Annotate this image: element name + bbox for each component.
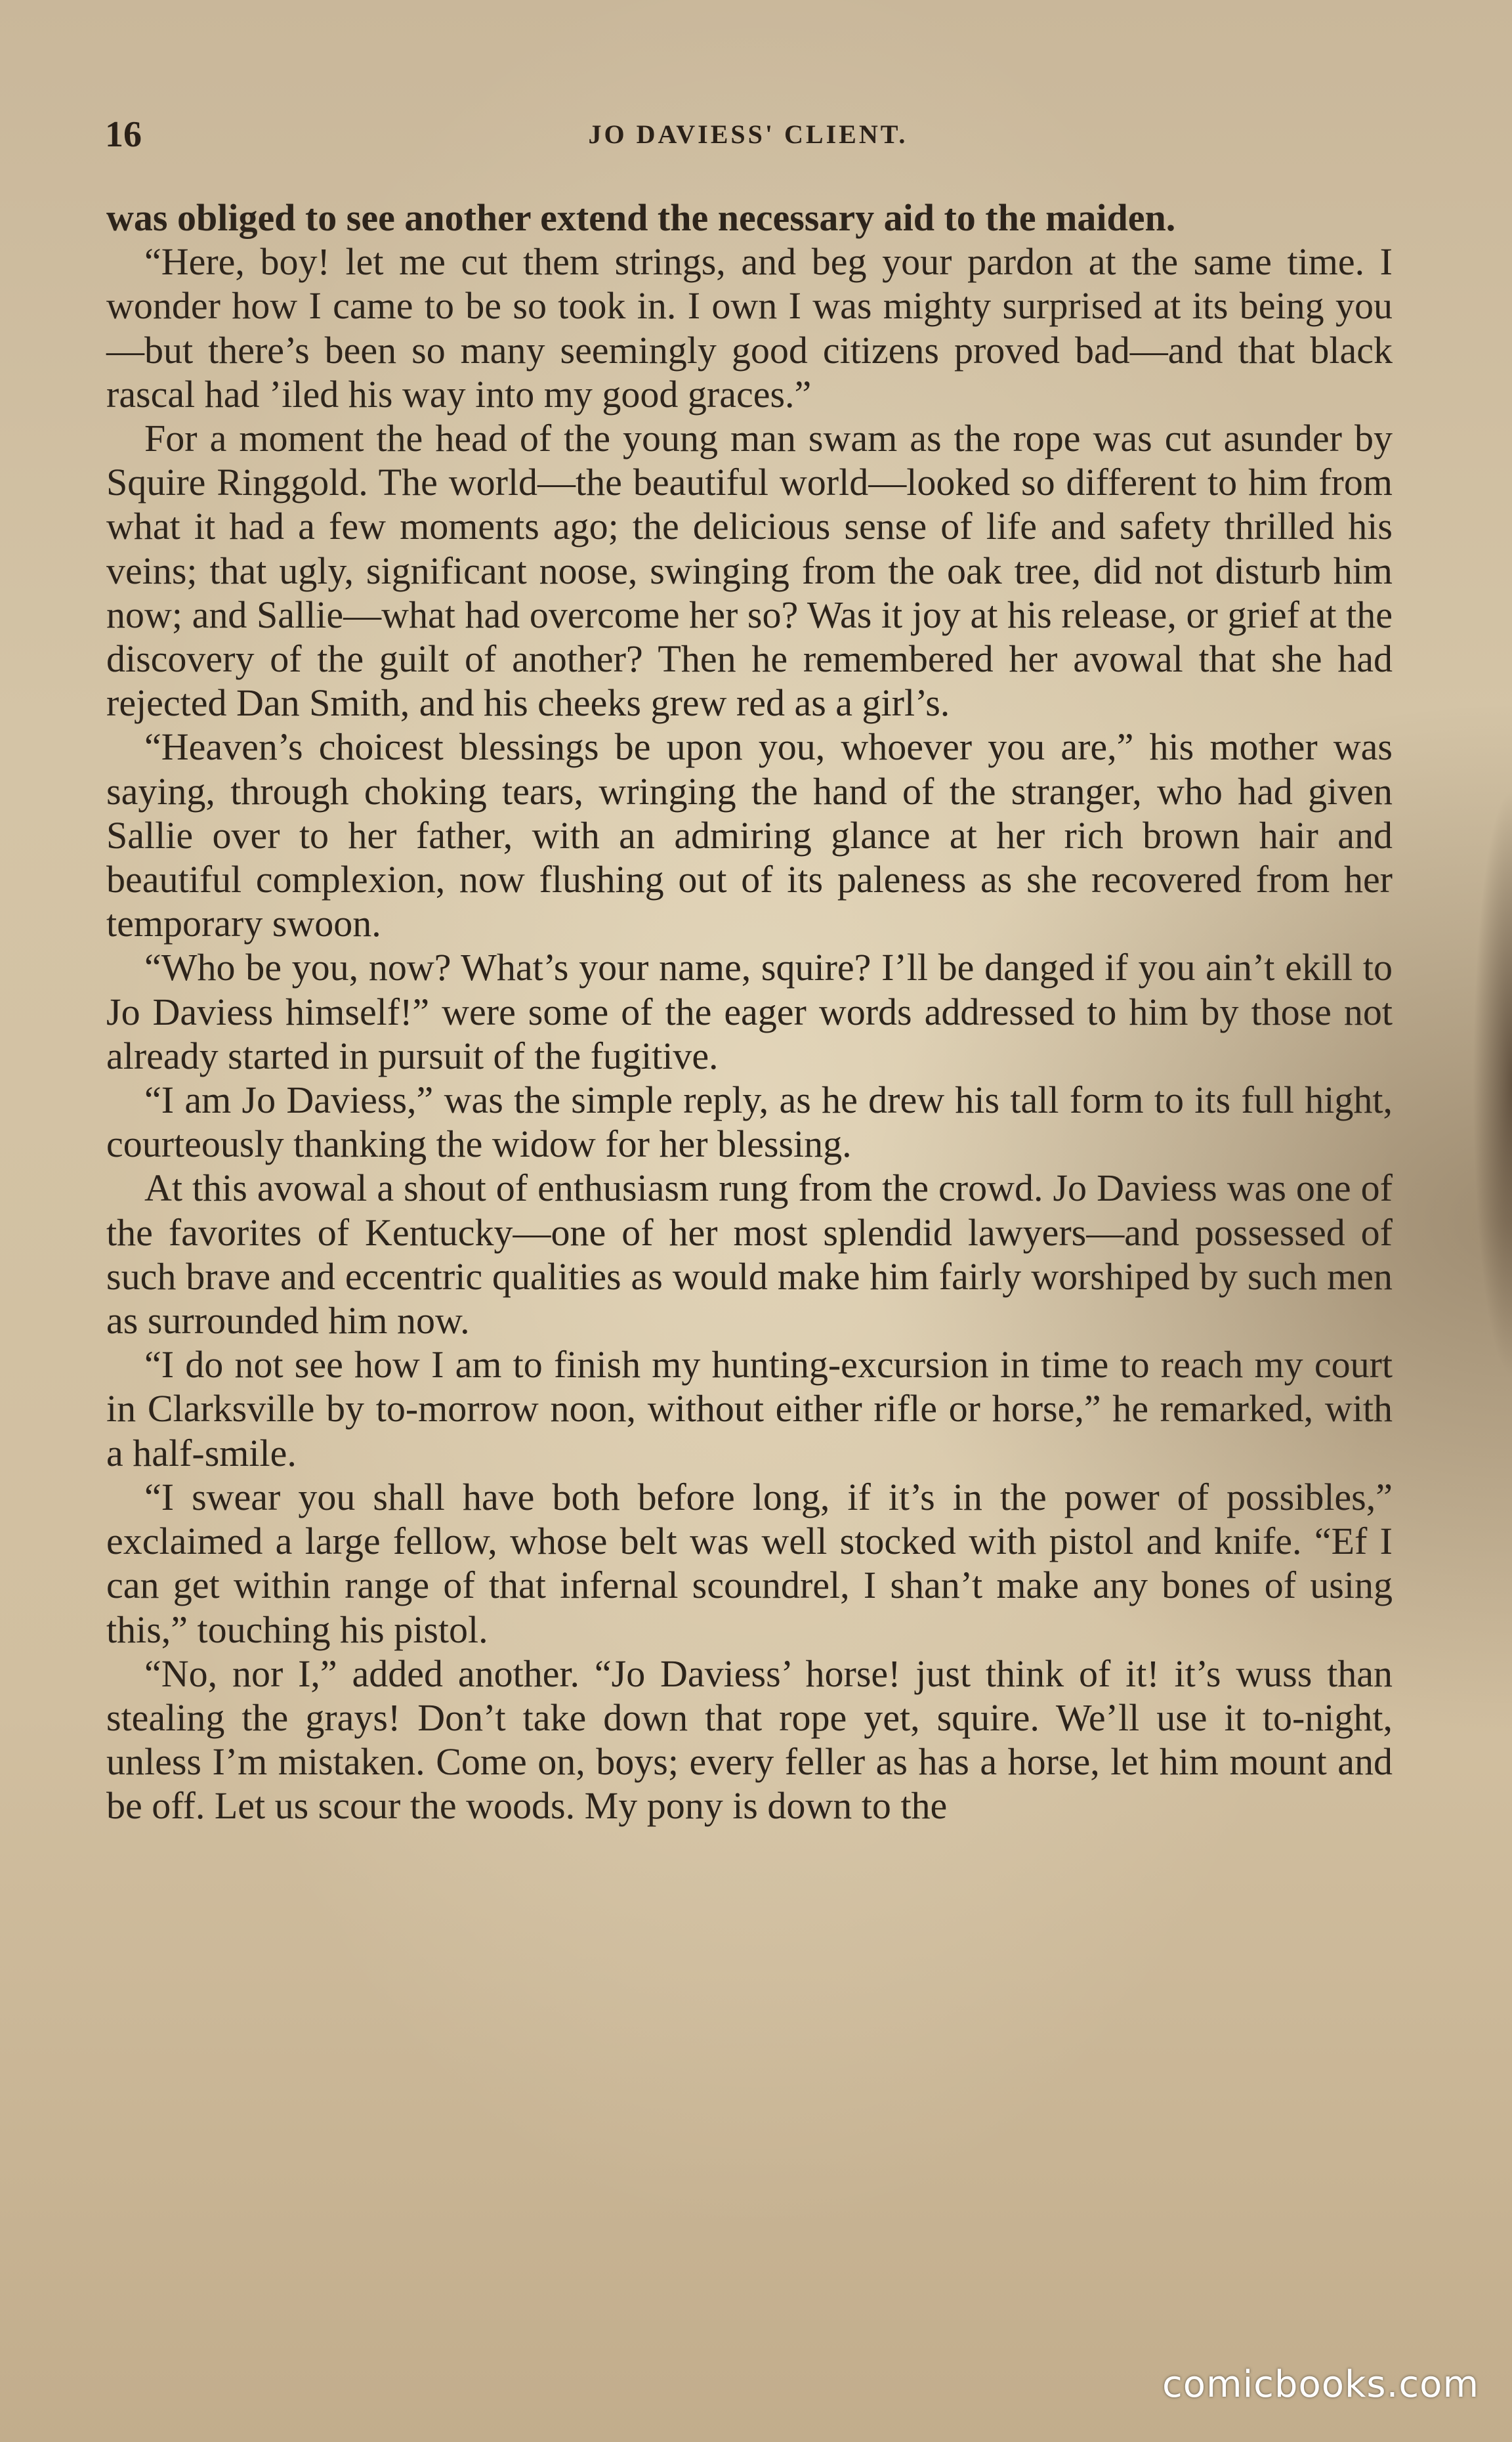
paragraph: For a moment the head of the young man swam as the rope was cut asunder by Squire Ringgold. The world—the beautiful world—looked so different to him from what it had a few moments ago; the delicious sense of life and safety thrilled his veins; that ugly, significant noose, swinging from the oak tree, did not disturb him now; and Sallie—what had overcome her so? Was it joy at his release, or grief at the discovery of the guilt of another? Then he remembered her avowal that she had rejected Dan Smith, and his cheeks grew red as a girl’s.	[106, 417, 1393, 725]
page-edge-shadow	[1473, 788, 1512, 1379]
paragraph: “Here, boy! let me cut them strings, and beg your pardon at the same time. I wonder how I came to be so took in. I own I was mighty surprised at its being you—but there’s been so many seemingly good citizens proved bad—and that black rascal had ’iled his way into my good graces.”	[106, 240, 1393, 416]
paragraph: “Heaven’s choicest blessings be upon you, whoever you are,” his mother was saying, through choking tears, wringing the hand of the stranger, who had given Sallie over to her father, with an admiring glance at her rich brown hair and beautiful complexion, now flushing out of its paleness as she recovered from her temporary swoon.	[106, 725, 1393, 945]
body-text	[106, 196, 1393, 1828]
paragraph: was obliged to see another extend the necessary aid to the maiden.	[106, 196, 1176, 239]
site-watermark: comicbooks.com	[1162, 2363, 1479, 2406]
paragraph: “I do not see how I am to finish my hunting-excursion in time to reach my court in Clarksville by to-morrow noon, without either rifle or horse,” he remarked, with a half-smile.	[106, 1343, 1393, 1474]
paragraph: “I swear you shall have both before long, if it’s in the power of possibles,” exclaimed a large fellow, whose belt was well stocked with pistol and knife. “Ef I can get within range of that infernal scoundrel, I shan’t make any bones of using this,” touching his pistol.	[106, 1475, 1393, 1651]
paragraph: “No, nor I,” added another. “Jo Daviess’ horse! just think of it! it’s wuss than stealing the grays! Don’t take down that rope yet, squire. We’ll use it to-night, unless I’m mistaken. Come on, boys; every feller as has a horse, let him mount and be off. Let us scour the woods. My pony is down to the	[106, 1652, 1393, 1828]
running-head: JO DAVIESS' CLIENT.	[588, 119, 908, 149]
paragraph: “I am Jo Daviess,” was the simple reply, as he drew his tall form to its full hight, courteously thanking the widow for her blessing.	[106, 1079, 1393, 1166]
page-number: 16	[105, 114, 142, 155]
paragraph: At this avowal a shout of enthusiasm rung from the crowd. Jo Daviess was one of the favorites of Kentucky—one of her most splendid lawyers—and possessed of such brave and eccentric qualities as would make him fairly worshiped by such men as surrounded him now.	[106, 1167, 1393, 1342]
paragraph: “Who be you, now? What’s your name, squire? I’ll be danged if you ain’t ekill to Jo Daviess himself!” were some of the eager words addressed to him by those not already started in pursuit of the fugitive.	[106, 946, 1393, 1077]
page-header	[105, 112, 1391, 158]
